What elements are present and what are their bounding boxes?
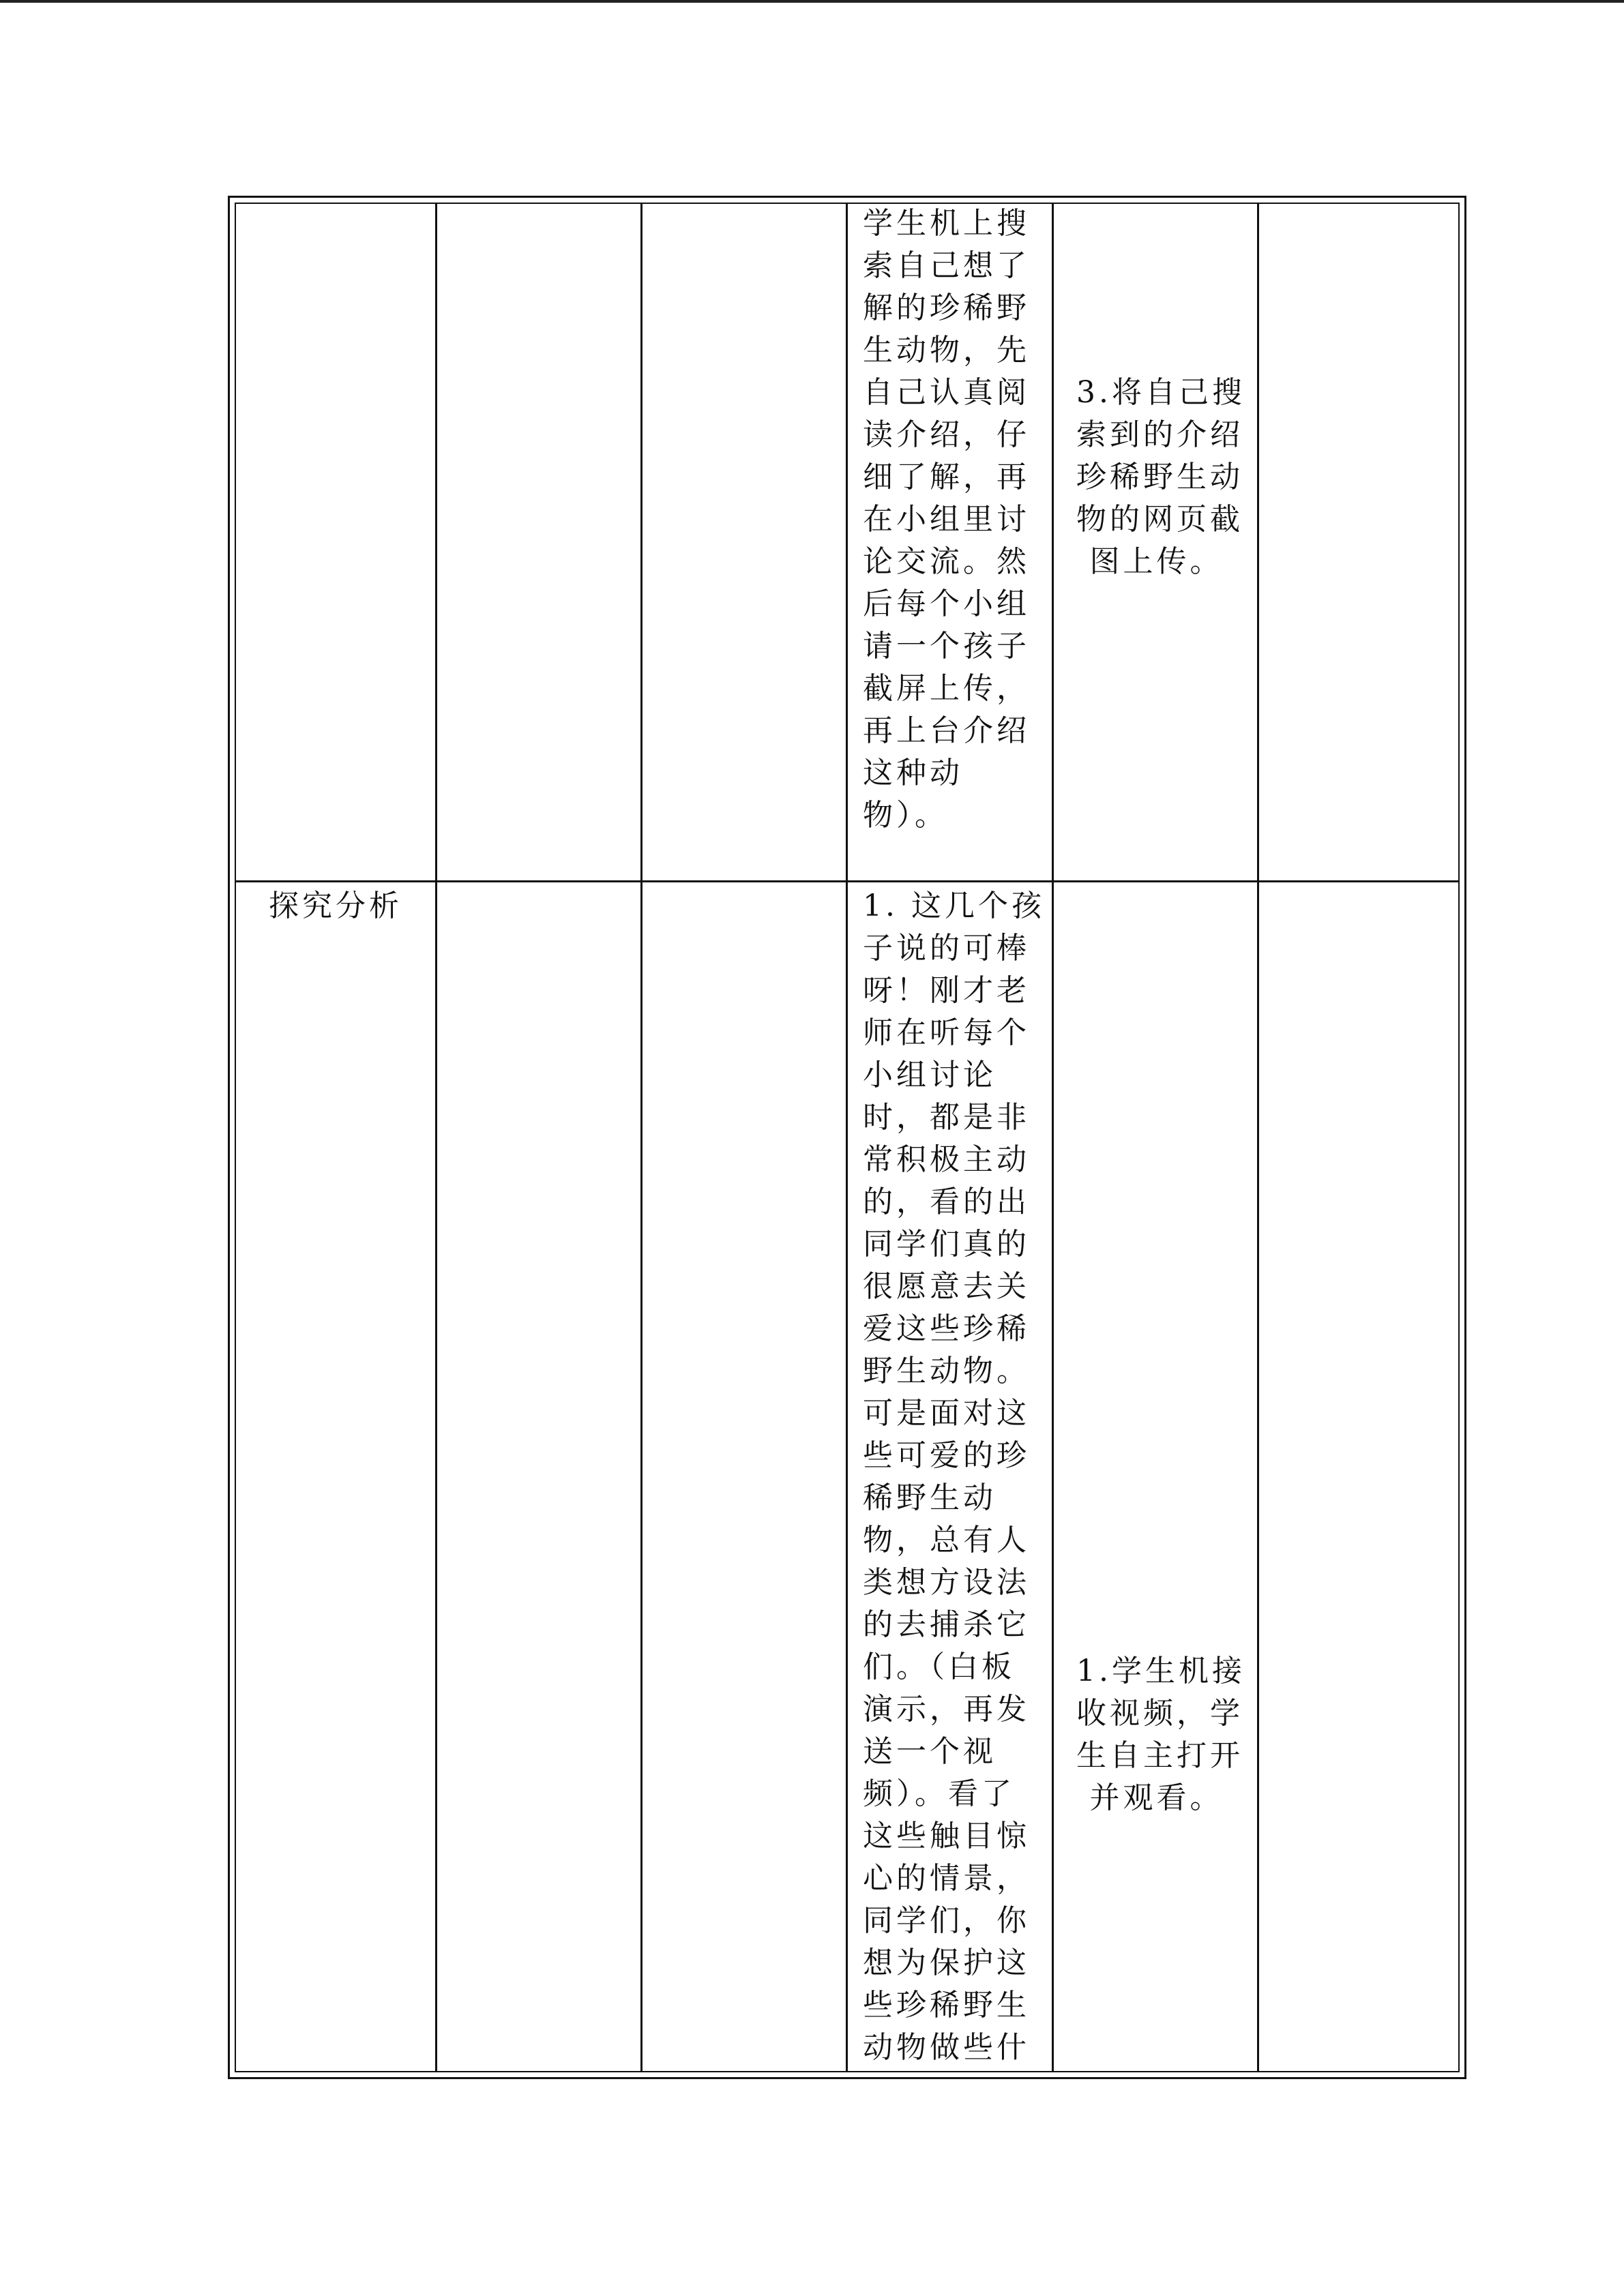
cell-text-line: 并观看。 xyxy=(1089,1780,1224,1815)
cell-text-line: 自己认真阅 xyxy=(863,375,1030,410)
cell-text-line: 索自己想了 xyxy=(863,248,1030,283)
cell-text-line: 小组讨论 xyxy=(863,1058,996,1092)
row1-student-activity xyxy=(1076,372,1245,583)
cell-text-line: 细了解，再 xyxy=(863,460,1030,494)
cell-text-line: 截屏上传， xyxy=(863,671,1030,706)
row2-stage-label: 探究分析 xyxy=(269,889,402,923)
cell-text-line: 图上传。 xyxy=(1089,544,1224,579)
column-divider-3 xyxy=(846,203,848,2072)
cell-text-line: 解的珍稀野 xyxy=(863,290,1030,325)
cell-text-line: 可是面对这 xyxy=(863,1396,1030,1431)
cell-text-line: 的去捕杀它 xyxy=(863,1607,1030,1642)
row1-teacher-activity xyxy=(863,203,1030,837)
cell-text-line: 后每个小组 xyxy=(863,586,1030,621)
cell-text-line: 1.学生机接 xyxy=(1076,1654,1245,1688)
cell-text-line: 这种动 xyxy=(863,756,963,790)
cell-text-line: 再上台介绍 xyxy=(863,713,1030,748)
cell-text-line: 些珍稀野生 xyxy=(863,1988,1030,2023)
row-divider-1 xyxy=(235,880,1460,882)
page-top-rule xyxy=(0,0,1624,3)
cell-text-line: 物，总有人 xyxy=(863,1523,1030,1557)
cell-text-line: 些可爱的珍 xyxy=(863,1438,1030,1473)
cell-text-line: 爱这些珍稀 xyxy=(863,1311,1030,1346)
cell-text-line: 论交流。然 xyxy=(863,544,1030,579)
row2-teacher-activity xyxy=(863,885,1045,2069)
cell-text-line: 演示，再发 xyxy=(863,1692,1030,1727)
column-divider-1 xyxy=(435,203,437,2072)
cell-text-line: 心的情景， xyxy=(863,1861,1030,1896)
cell-text-line: 物）。 xyxy=(863,798,948,833)
cell-text-line: 想为保护这 xyxy=(863,1945,1030,1980)
cell-text-line: 动物做些什 xyxy=(863,2030,1030,2065)
cell-text-line: 这些触目惊 xyxy=(863,1819,1030,1853)
cell-text-line: 学生机上搜 xyxy=(863,206,1030,241)
cell-text-line: 1. 这几个孩 xyxy=(863,889,1045,923)
cell-text-line: 很愿意去关 xyxy=(863,1269,1030,1304)
cell-text-line: 3.将自己搜 xyxy=(1076,375,1245,410)
cell-text-line: 请一个孩子 xyxy=(863,629,1030,664)
cell-text-line: 生自主打开 xyxy=(1076,1738,1243,1773)
cell-text-line: 们。（白板 xyxy=(863,1650,1015,1684)
cell-text-line: 的，看的出 xyxy=(863,1184,1030,1219)
cell-text-line: 生动物，先 xyxy=(863,333,1030,368)
cell-text-line: 子说的可棒 xyxy=(863,931,1030,966)
cell-text-line: 同学们，你 xyxy=(863,1903,1030,1938)
column-divider-2 xyxy=(640,203,643,2072)
cell-text-line: 常积极主动 xyxy=(863,1142,1030,1177)
cell-text-line: 野生动物。 xyxy=(863,1354,1030,1388)
cell-text-line: 稀野生动 xyxy=(863,1480,996,1515)
cell-text-line: 读介绍，仔 xyxy=(863,417,1030,452)
cell-text-line: 送一个视 xyxy=(863,1734,996,1769)
cell-text-line: 物的网页截 xyxy=(1076,502,1243,537)
cell-text-line: 收视频，学 xyxy=(1076,1696,1243,1731)
cell-text-line: 类想方设法 xyxy=(863,1565,1030,1600)
cell-text-line: 频）。看了 xyxy=(863,1776,1015,1811)
cell-text-line: 珍稀野生动 xyxy=(1076,460,1243,494)
cell-text-line: 同学们真的 xyxy=(863,1227,1030,1262)
column-divider-4 xyxy=(1052,203,1054,2072)
cell-text-line: 索到的介绍 xyxy=(1076,417,1243,452)
cell-text-line: 师在听每个 xyxy=(863,1015,1030,1050)
cell-text-line: 在小组里讨 xyxy=(863,502,1030,537)
column-divider-5 xyxy=(1257,203,1259,2072)
cell-text-line: 呀！刚才老 xyxy=(863,973,1030,1008)
row2-student-activity xyxy=(1076,1650,1245,1819)
cell-text-line: 时，都是非 xyxy=(863,1100,1030,1135)
